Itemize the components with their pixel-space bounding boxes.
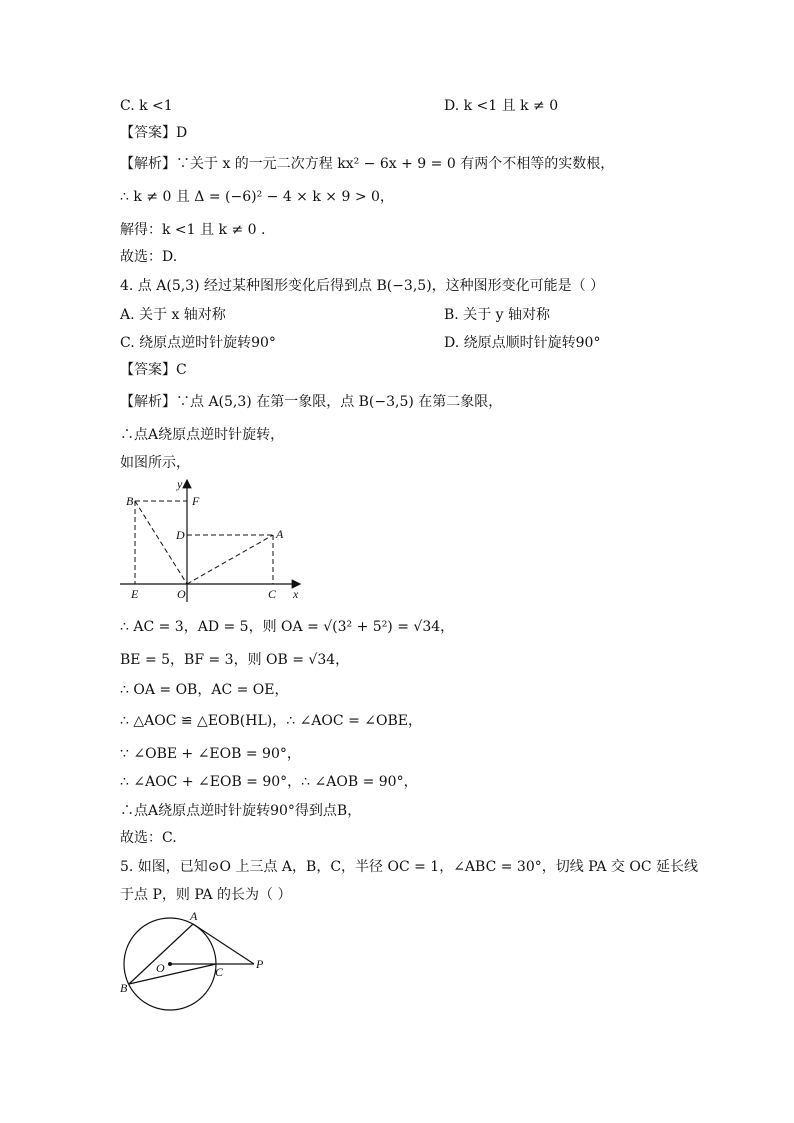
q3-analysis-line1: 【解析】∵关于 x 的一元二次方程 kx² − 6x + 9 = 0 有两个不相等的实数根， bbox=[120, 156, 615, 172]
label-b: B bbox=[126, 494, 134, 508]
q5-stem-line2: 于点 P，则 PA 的长为（ ） bbox=[120, 887, 292, 903]
label-c: C bbox=[215, 965, 224, 979]
label-b: B bbox=[120, 981, 128, 995]
q3-choose: 故选：D. bbox=[120, 249, 178, 265]
q3-option-d: D. k <1 且 k ≠ 0 bbox=[444, 98, 559, 114]
q3-analysis-line3: 解得：k <1 且 k ≠ 0 . bbox=[120, 222, 266, 238]
label-d: D bbox=[176, 528, 185, 542]
label-o: O bbox=[177, 587, 186, 601]
q4-analysis-line3: 如图所示， bbox=[120, 455, 190, 471]
q4-option-b: B. 关于 y 轴对称 bbox=[444, 307, 550, 323]
segment-bc bbox=[129, 964, 216, 984]
label-a: A bbox=[276, 527, 284, 541]
q4-option-a: A. 关于 x 轴对称 bbox=[120, 307, 226, 323]
q5-stem-line1: 5. 如图，已知⊙O 上三点 A，B，C，半径 OC = 1，∠ABC = 30°，切线 PA 交 OC 延长线 bbox=[120, 859, 698, 875]
q3-analysis-line2: ∴ k ≠ 0 且 Δ = (−6)² − 4 × k × 9 > 0， bbox=[120, 189, 394, 205]
label-p: P bbox=[256, 957, 264, 971]
q3-option-c: C. k <1 bbox=[120, 98, 173, 114]
label-x: x bbox=[293, 587, 299, 601]
q4-line10: ∴点A绕原点逆时针旋转90°得到点B， bbox=[120, 803, 362, 819]
label-o: O bbox=[156, 961, 165, 975]
q4-coordinate-figure bbox=[112, 474, 312, 606]
center-dot bbox=[168, 962, 172, 966]
q4-option-d: D. 绕原点顺时针旋转90° bbox=[444, 335, 601, 351]
segment-bo bbox=[135, 501, 187, 584]
q4-line5: BE = 5，BF = 3，则 OB = √34， bbox=[120, 652, 350, 668]
segment-ab bbox=[129, 924, 193, 984]
segment-oa bbox=[187, 535, 273, 584]
label-f: F bbox=[192, 494, 200, 508]
label-e: E bbox=[131, 587, 139, 601]
q5-circle-figure bbox=[114, 908, 274, 1012]
label-y: y bbox=[177, 477, 183, 491]
q4-line8: ∵ ∠OBE + ∠EOB = 90°， bbox=[120, 746, 301, 762]
q4-line9: ∴ ∠AOC + ∠EOB = 90°，∴ ∠AOB = 90°， bbox=[120, 774, 418, 790]
q4-answer: 【答案】C bbox=[120, 362, 187, 378]
q4-line4: ∴ AC = 3，AD = 5，则 OA = √(3² + 5²) = √34， bbox=[120, 619, 455, 635]
q4-option-c: C. 绕原点逆时针旋转90° bbox=[120, 335, 276, 351]
label-c: C bbox=[268, 587, 277, 601]
q3-answer: 【答案】D bbox=[120, 125, 188, 141]
q4-choose: 故选：C. bbox=[120, 830, 177, 846]
q4-stem: 4. 点 A(5,3) 经过某种图形变化后得到点 B(−3,5)，这种图形变化可能是（ ） bbox=[120, 278, 605, 294]
q4-analysis-line1: 【解析】∵点 A(5,3) 在第一象限，点 B(−3,5) 在第二象限， bbox=[120, 394, 503, 410]
q4-line6: ∴ OA = OB，AC = OE， bbox=[120, 682, 289, 698]
segment-ap bbox=[193, 924, 254, 964]
q4-line7: ∴ △AOC ≌ △EOB(HL)，∴ ∠AOC = ∠OBE， bbox=[120, 713, 422, 729]
label-a: A bbox=[190, 909, 198, 923]
q4-analysis-line2: ∴点A绕原点逆时针旋转， bbox=[120, 427, 285, 443]
